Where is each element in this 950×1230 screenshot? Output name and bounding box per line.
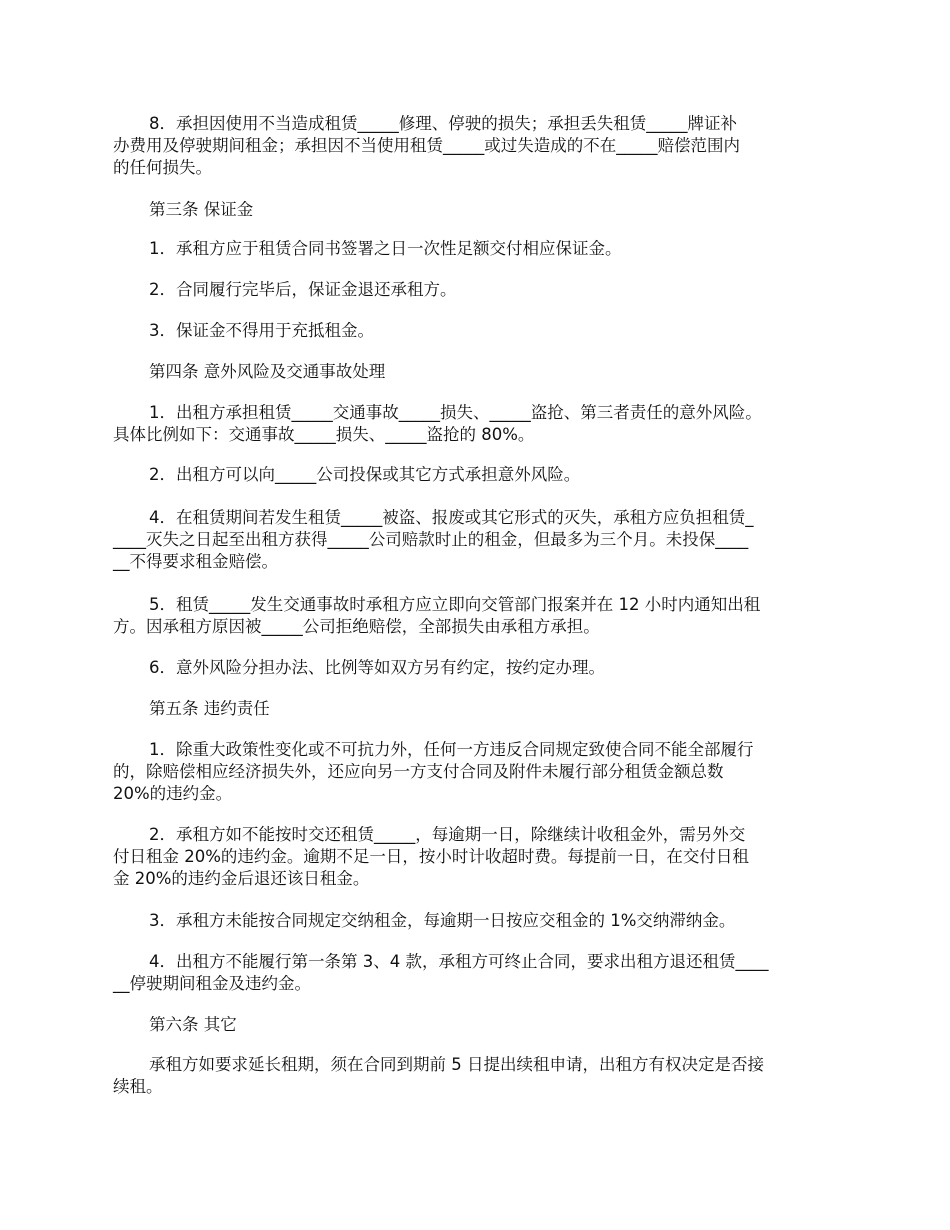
article-5-item-2 [113, 824, 848, 890]
article-5-heading [113, 698, 848, 720]
heading-text: 第五条 违约责任 [149, 699, 270, 718]
article-6-heading [113, 1014, 848, 1036]
text-line: 4．在租赁期间若发生租赁_____被盗、报废或其它形式的灭失，承租方应负担租赁_ [149, 508, 754, 527]
text-line: 2．出租方可以向_____公司投保或其它方式承担意外风险。 [149, 465, 581, 484]
clause-8-paragraph [113, 113, 848, 179]
text-line: 3．保证金不得用于充抵租金。 [149, 321, 374, 340]
text-line: 金 20%的违约金后退还该日租金。 [113, 869, 370, 888]
text-line: 承租方如要求延长租期，须在合同到期前 5 日提出续租申请，出租方有权决定是否接 [149, 1055, 764, 1074]
article-4-item-1 [113, 402, 848, 446]
text-line: 6．意外风险分担办法、比例等如双方另有约定，按约定办理。 [149, 658, 605, 677]
text-line: 具体比例如下：交通事故_____损失、_____盗抢的 80%。 [113, 425, 535, 444]
article-4-item-4 [113, 507, 848, 573]
text-line: __停驶期间租金及违约金。 [113, 974, 311, 993]
article-4-item-2 [113, 464, 848, 486]
article-4-item-6 [113, 657, 848, 679]
article-5-item-3 [113, 910, 848, 932]
text-line: 20%的违约金。 [113, 784, 233, 803]
text-line: 5．租赁_____发生交通事故时承租方应立即向交管部门报案并在 12 小时内通知出租 [149, 595, 761, 614]
article-5-item-4 [113, 951, 848, 995]
text-line: 1．出租方承担租赁_____交通事故_____损失、_____盗抢、第三者责任的意外风险。 [149, 403, 762, 422]
article-3-item-2 [113, 279, 848, 301]
heading-text: 第四条 意外风险及交通事故处理 [149, 362, 386, 381]
text-line: 方。因承租方原因被_____公司拒绝赔偿，全部损失由承租方承担。 [113, 617, 600, 636]
text-line: 1．承租方应于租赁合同书签署之日一次性足额交付相应保证金。 [149, 239, 622, 258]
text-line: 续租。 [113, 1077, 163, 1096]
heading-text: 第六条 其它 [149, 1015, 237, 1034]
text-line: 2．承租方如不能按时交还租赁_____，每逾期一日，除继续计收租金外，需另外交 [149, 825, 746, 844]
heading-text: 第三条 保证金 [149, 200, 254, 219]
text-line: 3．承租方未能按合同规定交纳租金，每逾期一日按应交租金的 1%交纳滞纳金。 [149, 911, 736, 930]
article-5-item-1 [113, 739, 848, 805]
text-line: ____灭失之日起至出租方获得_____公司赔款时止的租金，但最多为三个月。未投保____ [113, 530, 749, 549]
article-3-item-1 [113, 238, 848, 260]
text-line: 的任何损失。 [113, 158, 212, 177]
text-line: 4．出租方不能履行第一条第 3、4 款，承租方可终止合同，要求出租方退还租赁____ [149, 952, 769, 971]
text-line: 办费用及停驶期间租金；承担因不当使用租赁_____或过失造成的不在_____赔偿范围内 [113, 136, 740, 155]
text-line: 付日租金 20%的违约金。逾期不足一日，按小时计收超时费。每提前一日，在交付日租 [113, 847, 749, 866]
article-4-item-5 [113, 594, 848, 638]
article-4-heading [113, 361, 848, 383]
text-line: __不得要求租金赔偿。 [113, 552, 278, 571]
article-3-heading [113, 199, 848, 221]
text-line: 8．承担因使用不当造成租赁_____修理、停驶的损失；承担丢失租赁_____牌证补 [149, 114, 737, 133]
article-3-item-3 [113, 320, 848, 342]
text-line: 2．合同履行完毕后，保证金退还承租方。 [149, 280, 457, 299]
text-line: 的，除赔偿相应经济损失外，还应向另一方支付合同及附件未履行部分租赁金额总数 [113, 762, 724, 781]
article-6-body [113, 1054, 848, 1098]
text-line: 1．除重大政策性变化或不可抗力外，任何一方违反合同规定致使合同不能全部履行 [149, 740, 754, 759]
